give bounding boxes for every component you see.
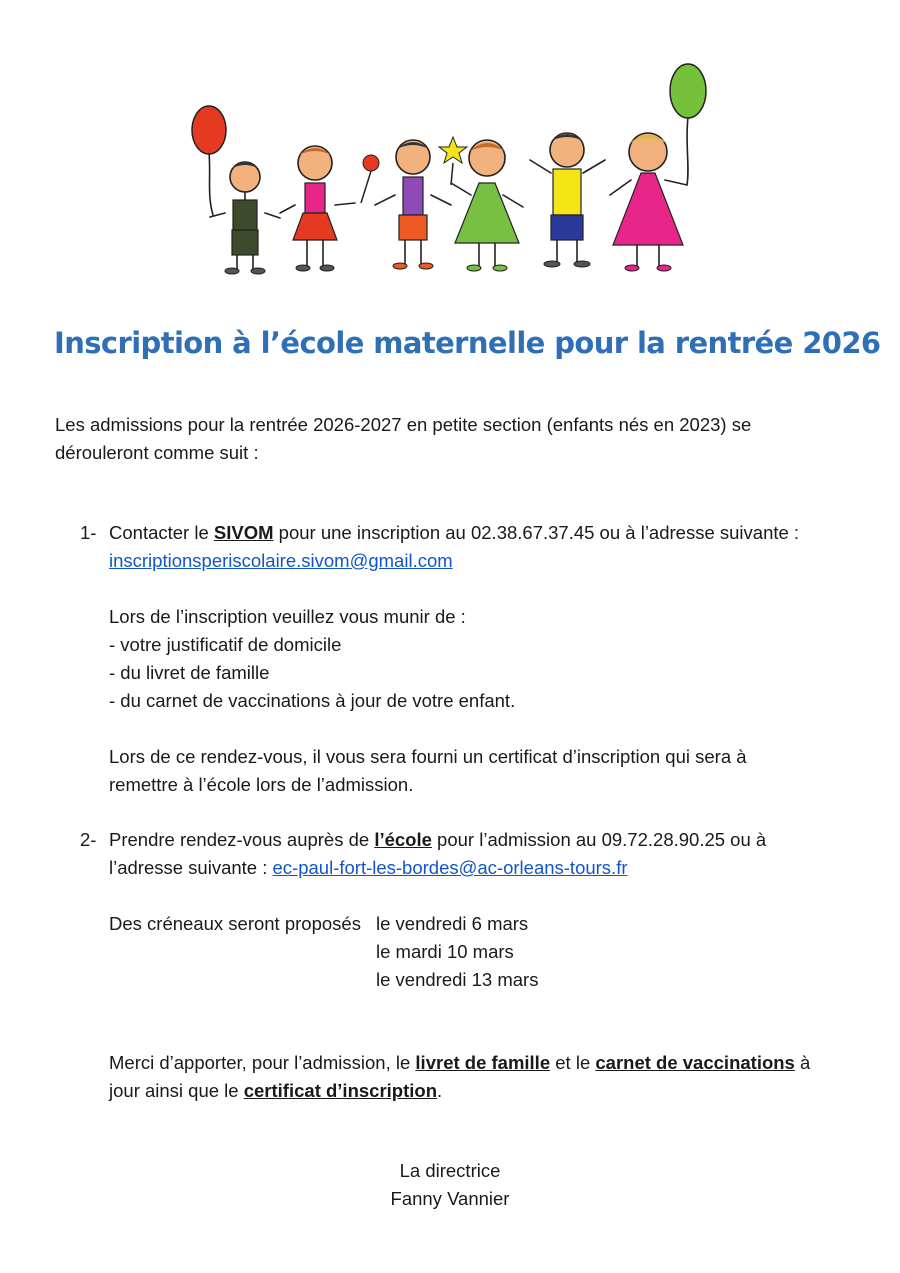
intro-line: dérouleront comme suit : xyxy=(55,442,259,463)
step-2-line: Prendre rendez-vous auprès de l’école pour l’admission au 09.72.28.90.25 ou à xyxy=(109,829,767,850)
step-number: 1- xyxy=(80,522,97,543)
children-with-balloons-illustration xyxy=(185,55,715,280)
appointment-slots xyxy=(109,910,859,990)
certificat-bold: certificat d’inscription xyxy=(243,1080,437,1101)
signature-name: Fanny Vannier xyxy=(390,1188,510,1209)
step-1-line: Contacter le SIVOM pour une inscription au 02.38.67.37.45 ou à l’adresse suivante : xyxy=(109,522,800,543)
livret-bold: livret de famille xyxy=(415,1052,551,1073)
closing-paragraph: Merci d’apporter, pour l’admission, le livret de famille et le carnet de vaccinations à jour ainsi que le certificat d’inscription. xyxy=(109,1052,811,1101)
slot-date: le vendredi 13 mars xyxy=(376,969,539,990)
intro-paragraph xyxy=(55,411,835,467)
sivom-bold: SIVOM xyxy=(213,522,274,543)
slots-label: Des créneaux seront proposés xyxy=(109,913,361,934)
ecole-bold: l’école xyxy=(374,829,432,850)
doc-item: - votre justificatif de domicile xyxy=(109,634,342,655)
slot-date: le vendredi 6 mars xyxy=(376,913,529,934)
doc-item: - du carnet de vaccinations à jour de votre enfant. xyxy=(109,690,516,711)
carnet-bold: carnet de vaccinations xyxy=(595,1052,795,1073)
document-page: Inscription à l’école maternelle pour la rentrée 2026 Les admissions pour la rentrée 2026-2027 en petite section (enfants nés en 2023) se dérouleront comme suit : 1- Contacter le SIVOM pour une inscription au 02.38.67.37.45 ou à l’adresse suivante : inscriptionsperiscolaire.sivom@gmail.com Lors de l’inscription veuillez vous munir de : - votre justificatif de domicile - du livret de famille - du carnet de vaccinations à jour de votre enfant. Lors de ce rendez-vous, il vous sera fourni un certificat d’inscription qui sera à remettre à l’école lors de l’admission. 2- Prendre rendez-vous auprès de l’école pour l’admission au 09.72.28.90.25 ou à l’adresse suivante : ec-paul-fort-les-bordes@ac-orleans-tours.fr Des créneaux seront proposés le vendredi 6 mars le mardi 10 mars le vendredi 13 mars Merci d’apporter, pour l’admission, le livret de famille et le carnet de vaccinations à jour ainsi que le certificat d’inscription. La directrice Fanny Vannier xyxy=(0,0,900,1273)
docs-intro: Lors de l’inscription veuillez vous munir de : xyxy=(109,606,466,627)
page-title: Inscription à l’école maternelle pour la rentrée 2026 xyxy=(54,326,881,360)
school-email-link[interactable]: ec-paul-fort-les-bordes@ac-orleans-tours.fr xyxy=(272,857,628,878)
certificate-note: Lors de ce rendez-vous, il vous sera fourni un certificat d’inscription qui sera à xyxy=(109,746,747,767)
doc-item: - du livret de famille xyxy=(109,662,270,683)
signature-role: La directrice xyxy=(399,1160,501,1181)
intro-line: Les admissions pour la rentrée 2026-2027 en petite section (enfants nés en 2023) se xyxy=(55,414,752,435)
signature xyxy=(0,1157,900,1213)
slot-date: le mardi 10 mars xyxy=(376,941,514,962)
certificate-note: remettre à l’école lors de l’admission. xyxy=(109,774,414,795)
sivom-email-link[interactable]: inscriptionsperiscolaire.sivom@gmail.com xyxy=(109,550,453,571)
step-number: 2- xyxy=(80,829,97,850)
